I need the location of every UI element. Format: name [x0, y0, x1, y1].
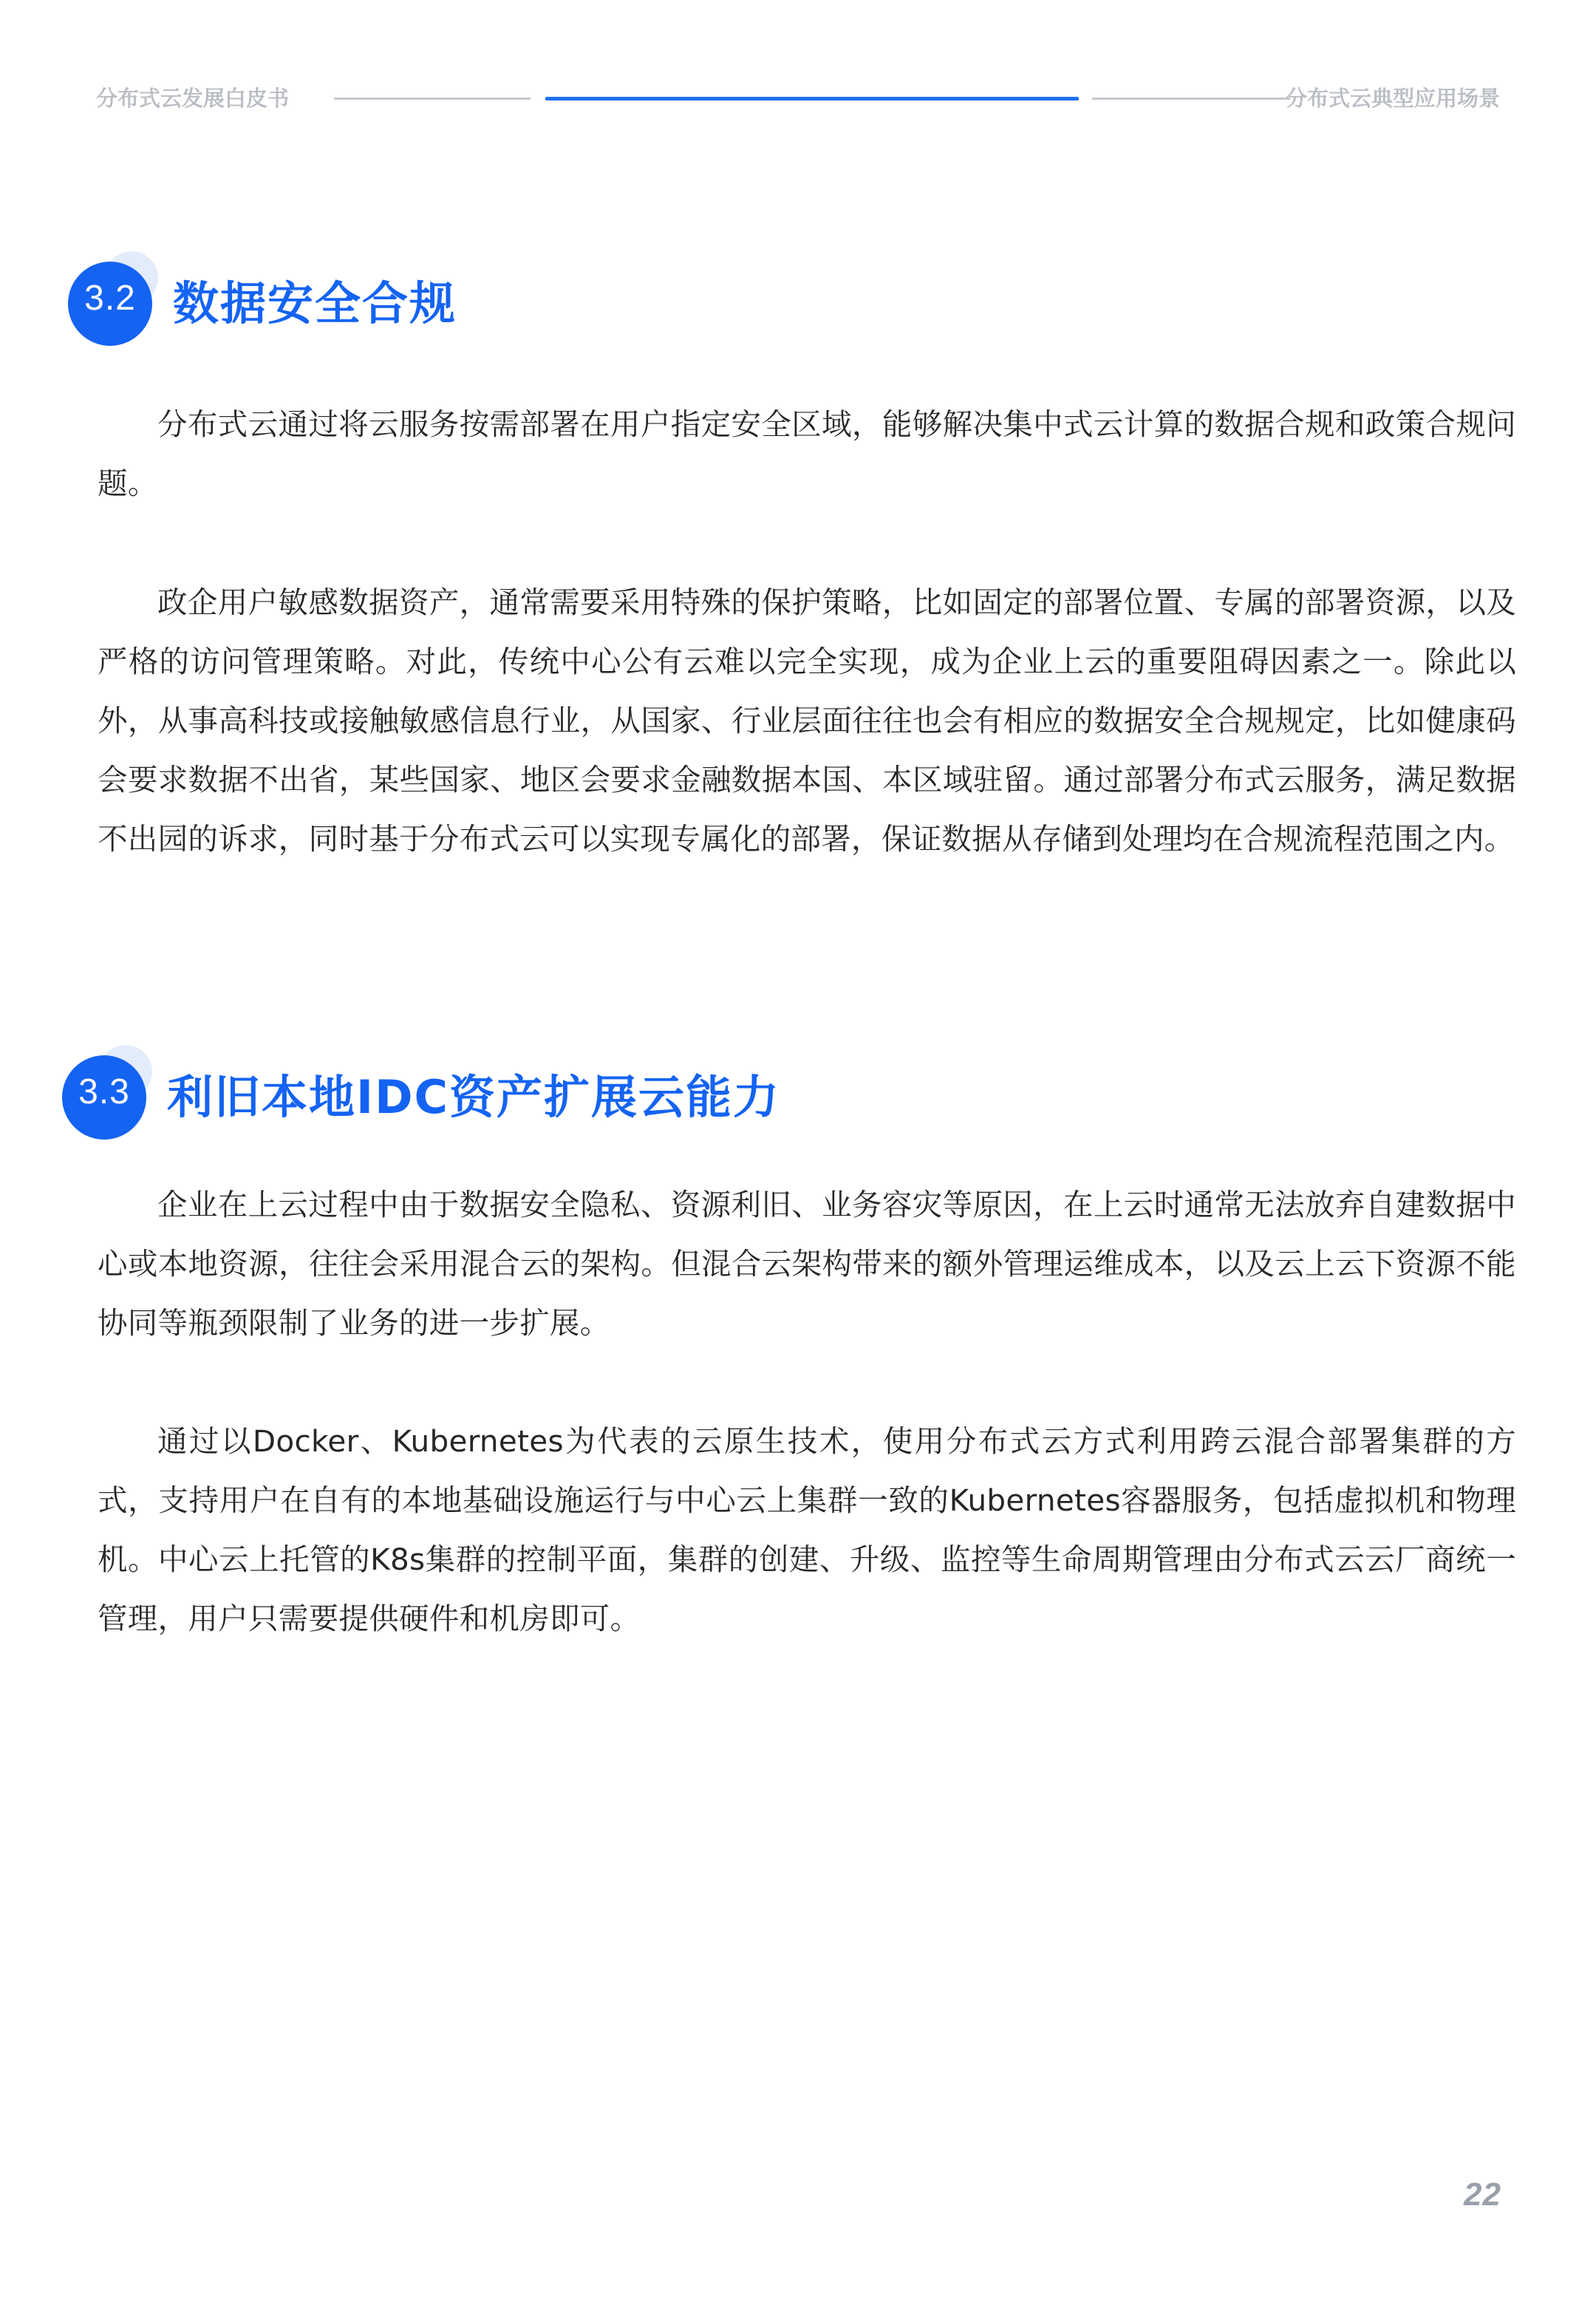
page-number: 22 [1464, 2176, 1501, 2213]
header-chapter-title: 分布式云典型应用场景 [1285, 86, 1500, 111]
section-heading-3-2 [0, 251, 1596, 347]
section-title: 数据安全合规 [173, 276, 457, 330]
section-number-badge [62, 1045, 166, 1141]
section-title: 利旧本地IDC资产扩展云能力 [167, 1070, 781, 1124]
section-heading-3-3 [0, 1045, 1596, 1141]
section-number: 3.3 [62, 1055, 146, 1140]
running-header [0, 80, 1596, 117]
header-divider-left [334, 98, 531, 100]
paragraph: 通过以Docker、Kubernetes为代表的云原生技术，使用分布式云方式利用跨云混合部署集群的方式，支持用户在自有的本地基础设施运行与中心云上集群一致的Kubernetes容器服务，包括虚拟机和物理机。中心云上托管的K8s集群的控制平面，集群的创建、升级、监控等生命周期管理由分布式云云厂商统一管理，用户只需要提供硬件和机房即可。 [98, 1423, 1516, 1636]
paragraph: 政企用户敏感数据资产，通常需要采用特殊的保护策略，比如固定的部署位置、专属的部署资源，以及严格的访问管理策略。对此，传统中心公有云难以完全实现，成为企业上云的重要阻碍因素之一。除此以外，从事高科技或接触敏感信息行业，从国家、行业层面往往也会有相应的数据安全合规规定，比如健康码会要求数据不出省，某些国家、地区会要求金融数据本国、本区域驻留。通过部署分布式云服务，满足数据不出园的诉求，同时基于分布式云可以实现专属化的部署，保证数据从存储到处理均在合规流程范围之内。 [98, 585, 1516, 857]
paragraph: 企业在上云过程中由于数据安全隐私、资源利旧、业务容灾等原因，在上云时通常无法放弃自建数据中心或本地资源，往往会采用混合云的架构。但混合云架构带来的额外管理运维成本，以及云上云下资源不能协同等瓶颈限制了业务的进一步扩展。 [98, 1187, 1516, 1341]
section-number: 3.2 [68, 262, 152, 346]
header-divider-accent [545, 97, 1079, 101]
section-number-badge [68, 251, 171, 347]
paragraph: 分布式云通过将云服务按需部署在用户指定安全区域，能够解决集中式云计算的数据合规和政策合规问题。 [98, 406, 1516, 501]
header-document-title: 分布式云发展白皮书 [96, 86, 290, 111]
header-divider-right [1092, 98, 1290, 100]
